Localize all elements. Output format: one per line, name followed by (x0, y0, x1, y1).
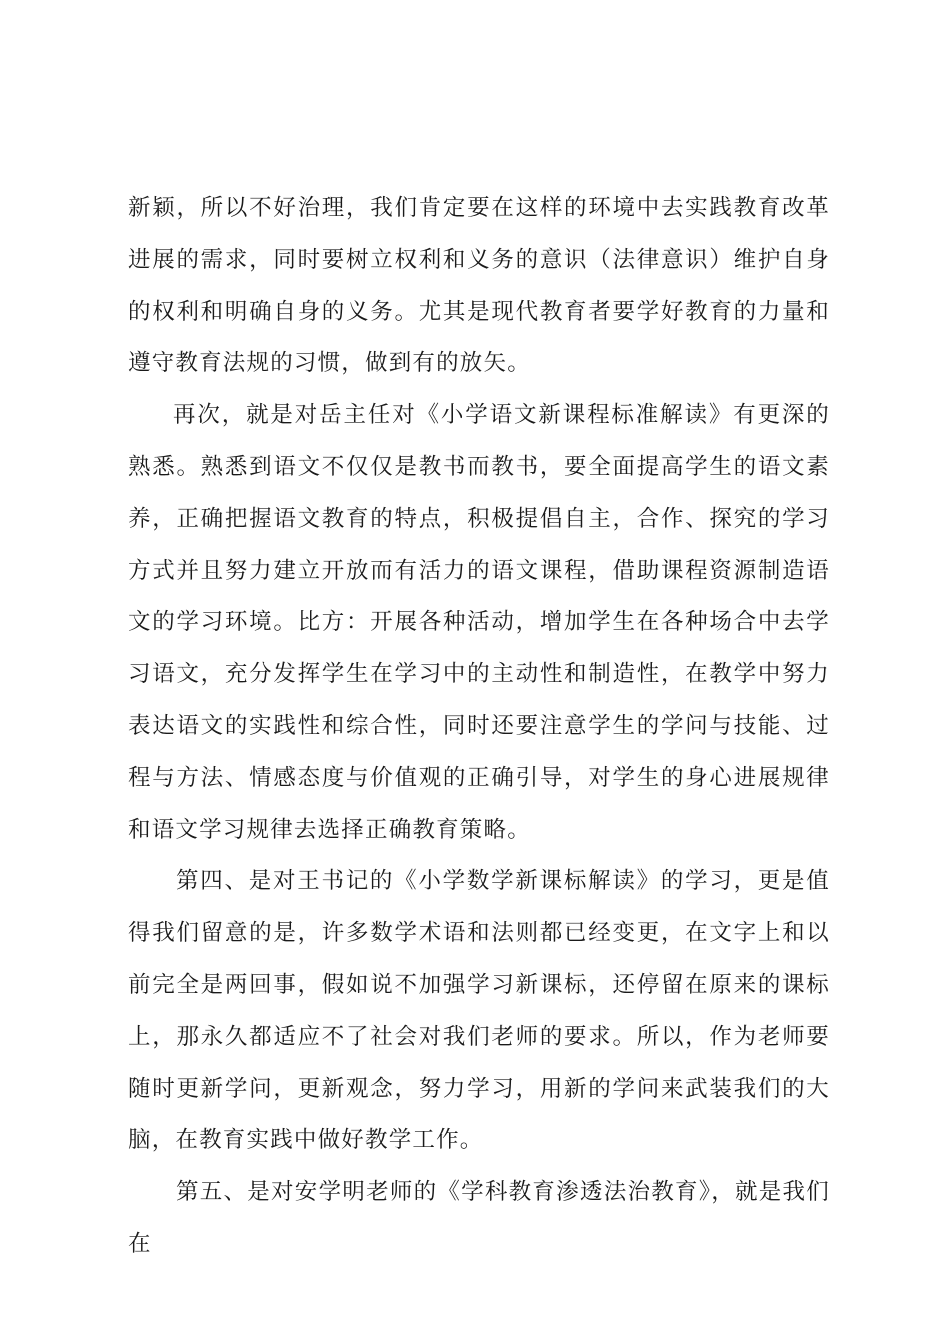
paragraph-fourth-point: 第四、是对王书记的《小学数学新课标解读》的学习，更是值得我们留意的是，许多数学术语和法则都已经变更，在文字上和以前完全是两回事，假如说不加强学习新课标，还停留在原来的课标上，那永久都适应不了社会对我们老师的要求。所以，作为老师要随时更新学问，更新观念，努力学习，用新的学问来武装我们的大脑，在教育实践中做好教学工作。 (128, 868, 830, 1154)
paragraph-third-point: 再次，就是对岳主任对《小学语文新课程标准解读》有更深的熟悉。熟悉到语文不仅仅是教书而教书，要全面提高学生的语文素养，正确把握语文教育的特点，积极提倡自主，合作、探究的学习方式并且努力建立开放而有活力的语文课程，借助课程资源制造语文的学习环境。比方：开展各种活动，增加学生在各种场合中去学习语文，充分发挥学生在学习中的主动性和制造性，在教学中努力表达语文的实践性和综合性，同时还要注意学生的学问与技能、过程与方法、情感态度与价值观的正确引导，对学生的身心进展规律和语文学习规律去选择正确教育策略。 (128, 402, 830, 843)
document-body (128, 183, 830, 1271)
paragraph-continuation: 新颖，所以不好治理，我们肯定要在这样的环境中去实践教育改革进展的需求，同时要树立权利和义务的意识（法律意识）维护自身的权利和明确自身的义务。尤其是现代教育者要学好教育的力量和遵守教育法规的习惯，做到有的放矢。 (128, 195, 830, 377)
paragraph-fifth-point: 第五、是对安学明老师的《学科教育渗透法治教育》，就是我们在 (128, 1179, 830, 1257)
